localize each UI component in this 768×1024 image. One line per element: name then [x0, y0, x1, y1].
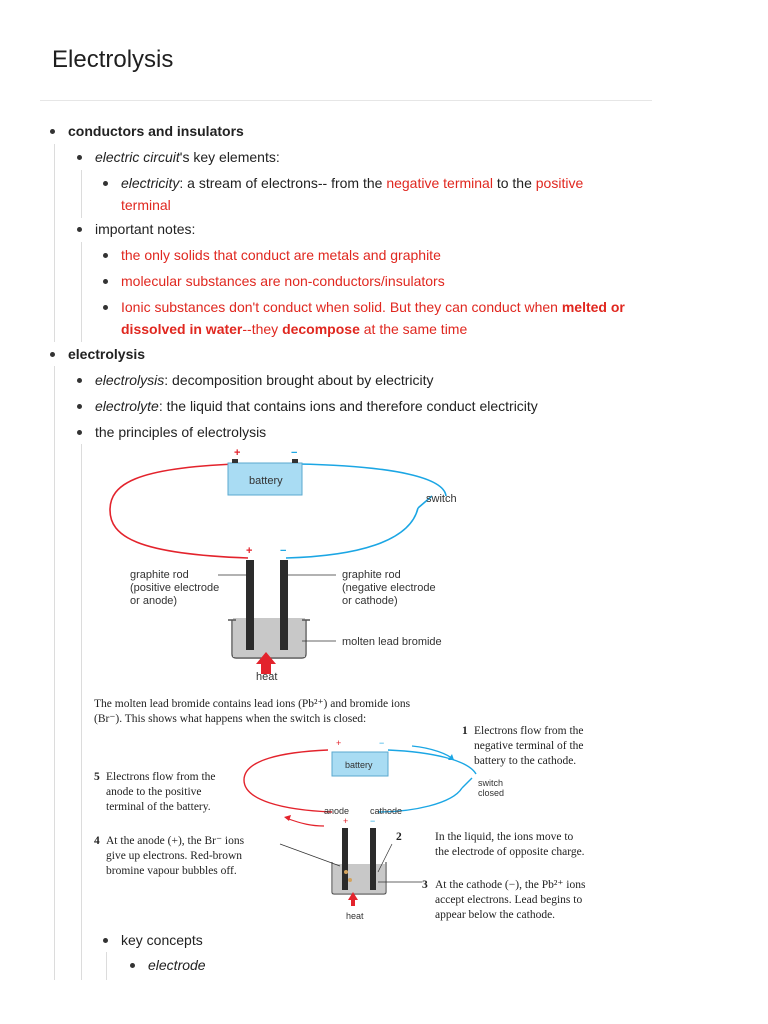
- liquid-label: molten lead bromide: [342, 636, 442, 648]
- step-text: negative terminal of the: [474, 740, 584, 752]
- bullet-dot: [103, 253, 108, 258]
- anode-label: anode: [324, 806, 350, 816]
- step-number: 3: [422, 879, 428, 891]
- battery-label: battery: [249, 475, 283, 487]
- left-rod-label: (positive electrode: [130, 582, 220, 594]
- step-text: give up electrons. Red-brown: [106, 850, 243, 862]
- list-item: electric circuit's key elements:: [95, 149, 280, 165]
- indent-guide: [106, 952, 107, 980]
- plus-sign: +: [343, 816, 349, 826]
- bullet-dot: [103, 181, 108, 186]
- step-number: 2: [396, 831, 402, 843]
- anode-rod: [342, 828, 348, 890]
- indent-guide: [54, 366, 55, 980]
- bromine-bubble: [344, 870, 348, 874]
- list-item: molecular substances are non-conductors/insulators: [121, 273, 445, 289]
- step-text: appear below the cathode.: [435, 909, 556, 921]
- bullet-dot: [130, 963, 135, 968]
- bullet-dot: [103, 938, 108, 943]
- figure-caption: (Br⁻). This shows what happens when the switch is closed:: [94, 713, 367, 725]
- heat-label: heat: [256, 671, 278, 683]
- step-text: bromine vapour bubbles off.: [106, 865, 237, 877]
- battery-label: battery: [345, 760, 373, 770]
- switch-label: switch: [426, 493, 457, 505]
- bullet-dot: [77, 404, 82, 409]
- minus-sign: −: [280, 545, 287, 557]
- list-item: electrolysis: decomposition brought about by electricity: [95, 372, 434, 388]
- indent-guide: [81, 242, 82, 342]
- flow-arrow: [286, 818, 324, 826]
- step-text: Electrons flow from the: [474, 725, 584, 737]
- bullet-dot: [77, 430, 82, 435]
- step-text: At the anode (+), the Br⁻ ions: [106, 835, 245, 847]
- molten-liquid: [333, 864, 385, 893]
- cathode-label: cathode: [370, 806, 403, 816]
- step-text: accept electrons. Lead begins to: [435, 894, 583, 906]
- bullet-dot: [103, 279, 108, 284]
- switch-lever: [462, 778, 472, 788]
- left-rod-label: or anode): [130, 595, 178, 607]
- figure-caption: The molten lead bromide contains lead ions (Pb²⁺) and bromide ions: [94, 698, 411, 710]
- minus-sign: −: [291, 447, 298, 459]
- step-text: anode to the positive: [106, 786, 202, 798]
- flow-arrowhead: [284, 815, 291, 821]
- list-item: [68, 343, 145, 365]
- bullet-dot: [50, 129, 55, 134]
- flow-arrowhead: [448, 754, 454, 760]
- electrolysis-steps-diagram: [92, 694, 622, 924]
- indent-guide: [81, 170, 82, 218]
- step-text: In the liquid, the ions move to: [435, 831, 574, 843]
- step-text: terminal of the battery.: [106, 801, 211, 813]
- left-rod-label: graphite rod: [130, 569, 189, 581]
- list-item: the only solids that conduct are metals and graphite: [121, 247, 441, 263]
- cathode-rod: [280, 560, 288, 650]
- bullet-dot: [50, 352, 55, 357]
- wire-blue: [286, 508, 418, 558]
- minus-sign: −: [379, 738, 385, 748]
- indent-guide: [54, 144, 55, 342]
- battery-terminal: [232, 459, 238, 463]
- step-text: At the cathode (−), the Pb²⁺ ions: [435, 879, 586, 891]
- anode-rod: [246, 560, 254, 650]
- indent-guide: [81, 444, 82, 980]
- step-number: 1: [462, 725, 468, 737]
- list-item: key concepts: [121, 932, 203, 948]
- section-heading: electrolysis: [68, 346, 146, 362]
- bullet-dot: [77, 378, 82, 383]
- battery-terminal: [292, 459, 298, 463]
- step-number: 4: [94, 835, 100, 847]
- list-item: Ionic substances don't conduct when solid. But they can conduct when melted or dissolved in water--they decompose at the same time: [121, 299, 625, 337]
- right-rod-label: (negative electrode: [342, 582, 436, 594]
- wire-blue: [298, 464, 446, 496]
- section-heading: conductors and insulators: [68, 123, 244, 139]
- step-text: battery to the cathode.: [474, 755, 577, 767]
- right-rod-label: or cathode): [342, 595, 398, 607]
- wire-red: [244, 750, 332, 812]
- plus-sign: +: [234, 447, 241, 459]
- switch-label: switch: [478, 778, 504, 788]
- list-item: electricity: a stream of electrons-- from the negative terminal to the positive terminal: [121, 175, 584, 213]
- step-number: 5: [94, 771, 100, 783]
- plus-sign: +: [336, 738, 342, 748]
- heat-label: heat: [346, 911, 364, 921]
- list-item: the principles of electrolysis: [95, 424, 267, 440]
- list-item: important notes:: [95, 221, 196, 237]
- wire-blue: [388, 750, 476, 774]
- page-title: Electrolysis: [52, 46, 174, 73]
- wire-red: [110, 464, 248, 558]
- title-divider: [40, 100, 652, 101]
- list-item: electrode: [148, 957, 206, 973]
- right-rod-label: graphite rod: [342, 569, 401, 581]
- cathode-rod: [370, 828, 376, 890]
- minus-sign: −: [370, 816, 376, 826]
- molten-liquid: [233, 618, 305, 657]
- switch-label: closed: [478, 788, 505, 798]
- bullet-dot: [77, 227, 82, 232]
- bromine-bubble: [348, 878, 352, 882]
- plus-sign: +: [246, 545, 253, 557]
- bullet-dot: [77, 155, 82, 160]
- bullet-dot: [103, 305, 108, 310]
- step-text: the electrode of opposite charge.: [435, 846, 585, 858]
- list-item: [68, 120, 244, 142]
- leader-line: [280, 844, 340, 866]
- electrolysis-circuit-diagram: [96, 444, 476, 688]
- list-item: electrolyte: the liquid that contains ions and therefore conduct electricity: [95, 398, 538, 414]
- step-text: Electrons flow from the: [106, 771, 216, 783]
